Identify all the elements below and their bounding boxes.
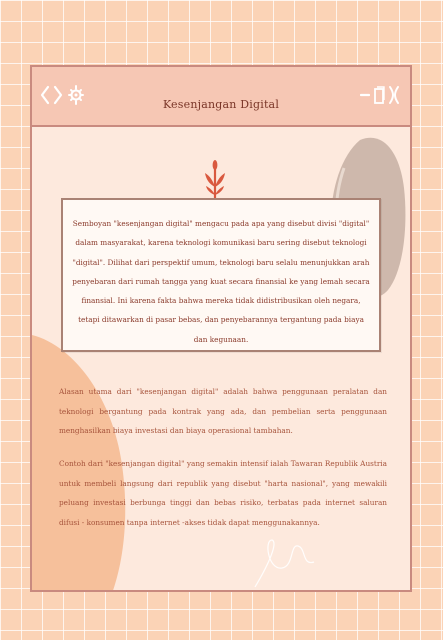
flower-sprig-icon bbox=[203, 159, 227, 201]
quote-box bbox=[61, 198, 381, 352]
close-icon[interactable] bbox=[388, 84, 400, 106]
body-paragraph-2: Contoh dari "kesenjangan digital" yang semakin intensif ialah Tawaran Republik Austria untuk membeli langsung dari republik yang disebut "harta nasional", yang mewakili peluang investasi berbunga tinggi dan bebas risiko, terbatas pada internet saluran difusi - konsumen tanpa internet -akses tidak dapat menggunakannya. bbox=[59, 459, 387, 527]
quote-text: Semboyan "kesenjangan digital" mengacu pada apa yang disebut divisi "digital" dalam masyarakat, karena teknologi komunikasi baru sering disebut teknologi "digital". Dilihat dari perspektif umum, teknologi baru selalu menunjukkan arah penyebaran dari rumah tangga yang kuat secara finansial ke yang lemah secara finansial. Ini karena fakta bahwa mereka tidak didistribusikan oleh negara, tetapi ditawarkan di pasar bebas, dan penyebarannya tergantung pada biaya dan kegunaan. bbox=[72, 219, 370, 344]
restore-icon[interactable] bbox=[373, 84, 385, 106]
body-paragraph-1: Alasan utama dari "kesenjangan digital" adalah bahwa penggunaan peralatan dan teknologi bergantung pada kontrak yang ada, dan pembelian serta penggunaan menghasilkan biaya investasi dan biaya operasional tambahan. bbox=[59, 387, 387, 435]
minimize-icon[interactable] bbox=[360, 84, 370, 106]
title-bar bbox=[32, 67, 410, 127]
decorative-swirl-line bbox=[250, 522, 320, 592]
title-bar-right-icons bbox=[360, 84, 400, 106]
window-title: Kesenjangan Digital bbox=[162, 98, 280, 111]
app-window bbox=[30, 65, 412, 592]
